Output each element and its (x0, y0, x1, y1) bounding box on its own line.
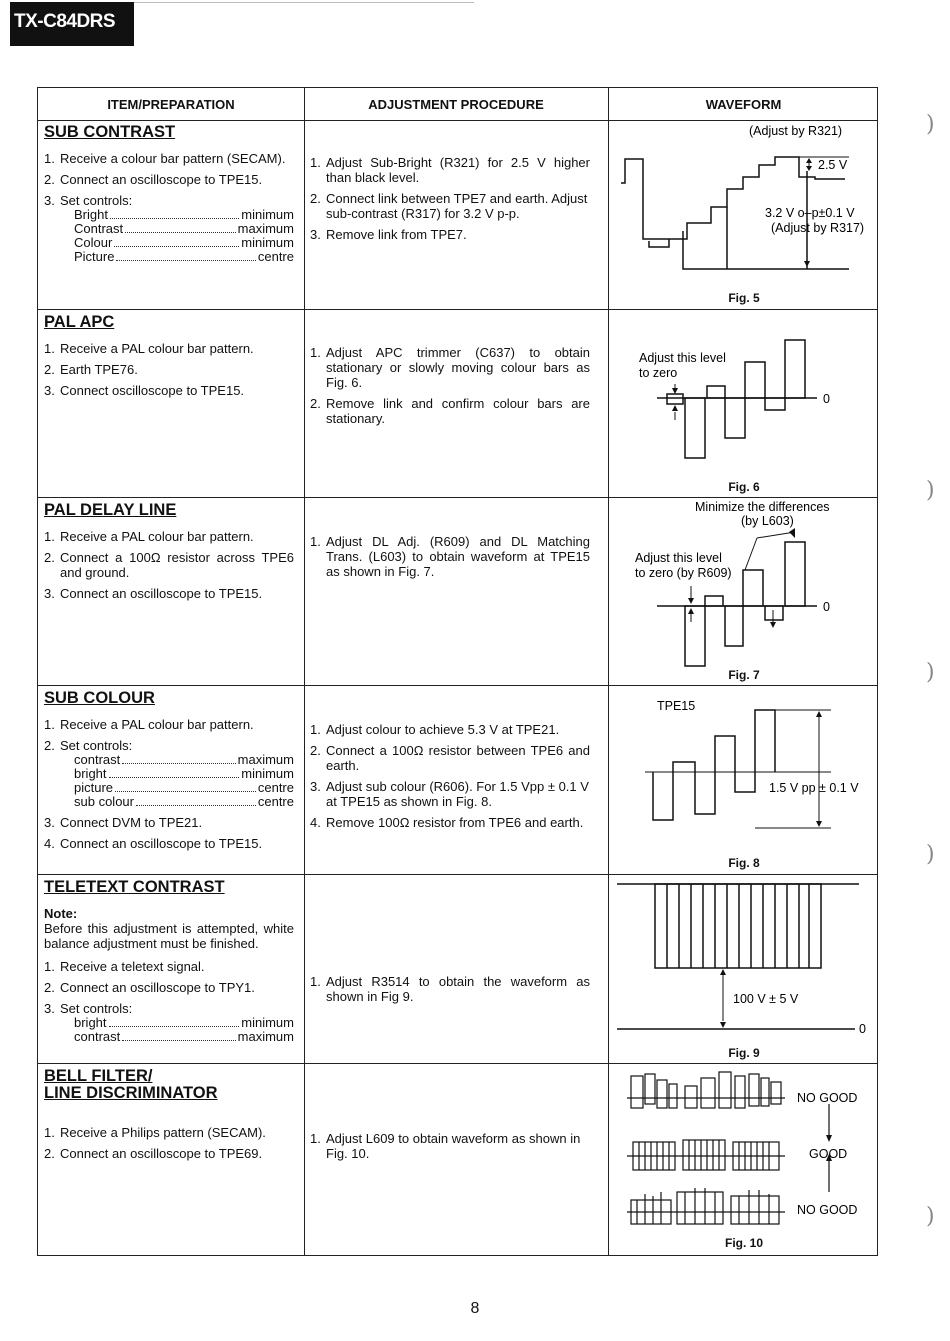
top-rule (134, 2, 474, 3)
control-setting: bright minimum (74, 766, 294, 782)
fig5-label-3v2: 3.2 V o–p±0.1 V (765, 206, 855, 220)
adjustment-table (37, 87, 878, 1256)
fig8-diagram (609, 686, 879, 875)
list-item: 2. Connect link between TPE7 and earth. Adjust sub-contrast (R317) for 3.2 V p-p. (310, 191, 588, 221)
list-item: 1. Adjust colour to achieve 5.3 V at TPE21. (310, 722, 560, 737)
fig7-label-l603: (by L603) (741, 514, 794, 528)
control-setting: Picture centre (74, 249, 294, 265)
waveform-fig5 (609, 121, 879, 309)
list-item: 3. Connect oscilloscope to TPE15. (44, 383, 245, 399)
section-title: PAL DELAY LINE (44, 501, 177, 519)
sub-colour-procedure (310, 722, 590, 836)
list-item: 3. Adjust sub colour (R606). For 1.5 Vpp ± 0.1 V at TPE15 as shown in Fig. 8. (310, 779, 589, 809)
note-label: Note: (44, 906, 78, 922)
list-item: 2. Connect a 100Ω resistor across TPE6 and ground. (44, 550, 294, 581)
list-item: 3. Connect an oscilloscope to TPE15. (44, 586, 263, 602)
list-item: 2. Connect an oscilloscope to TPY1. (44, 980, 255, 996)
margin-mark: ) (926, 842, 935, 867)
sub-contrast-procedure (310, 155, 590, 248)
teletext-contrast-procedure (310, 974, 590, 1010)
fig9-diagram (609, 875, 879, 1064)
pal-apc-prep (44, 314, 294, 404)
sub-colour-prep (44, 690, 294, 857)
list-item: 2. Connect an oscilloscope to TPE69. (44, 1145, 263, 1161)
fig10-wave-good (627, 1140, 785, 1170)
control-setting: Bright minimum (74, 207, 294, 223)
fig5-label-2v5: 2.5 V (818, 158, 848, 172)
fig7-zero-axis: 0 (823, 600, 830, 614)
list-item: 4. Connect an oscilloscope to TPE15. (44, 836, 263, 852)
waveform-fig10 (609, 1064, 879, 1256)
fig8-caption: Fig. 8 (728, 856, 760, 870)
list-item: 2. Connect a 100Ω resistor between TPE6 and earth. (310, 743, 590, 773)
margin-mark: ) (926, 112, 935, 137)
list-item: 3. Remove link from TPE7. (310, 227, 467, 242)
list-item: 2. Remove link and confirm colour bars are stationary. (310, 396, 590, 426)
list-item: 1. Receive a PAL colour bar pattern. (44, 529, 254, 545)
list-item: 3. Connect DVM to TPE21. (44, 815, 203, 831)
pal-apc-procedure (310, 345, 590, 432)
fig6-diagram (609, 310, 879, 498)
list-item: 1. Adjust APC trimmer (C637) to obtain stationary or slowly moving colour bars as Fig. 6. (310, 345, 590, 390)
list-item: 3. Set controls: (44, 1001, 133, 1017)
header-procedure: ADJUSTMENT PROCEDURE (368, 96, 544, 112)
fig5-diagram (609, 121, 879, 309)
list-item: 1. Adjust DL Adj. (R609) and DL Matching Trans. (L603) to obtain waveform at TPE15 as shown in Fig. 7. (310, 534, 590, 579)
control-setting: contrast maximum (74, 1029, 294, 1045)
fig7-caption: Fig. 7 (728, 668, 760, 682)
page-number: 8 (470, 1300, 480, 1317)
pal-delay-line-procedure (310, 534, 590, 585)
list-item: 1. Receive a PAL colour bar pattern. (44, 341, 254, 357)
waveform-fig8 (609, 686, 879, 875)
bell-filter-procedure (310, 1131, 590, 1167)
fig10-label-good: GOOD (809, 1147, 848, 1161)
fig5-label-adjust-r317: (Adjust by R317) (771, 221, 865, 235)
column-divider (304, 88, 305, 1255)
fig9-label-100v: 100 V ± 5 V (733, 992, 799, 1006)
fig6-label-adjust: Adjust this level (639, 351, 726, 365)
list-item: 1. Receive a teletext signal. (44, 959, 205, 975)
model-badge: TX-C84DRS (10, 2, 134, 46)
list-item: 1. Adjust L609 to obtain waveform as shown in Fig. 10. (310, 1131, 581, 1161)
list-item: 4. Remove 100Ω resistor from TPE6 and earth. (310, 815, 584, 830)
fig10-label-nogood-top: NO GOOD (797, 1091, 858, 1105)
control-setting: Contrast maximum (74, 221, 294, 237)
fig5-caption: Fig. 5 (728, 291, 760, 305)
fig9-caption: Fig. 9 (728, 1046, 760, 1060)
list-item: 3. Set controls: (44, 193, 133, 209)
fig9-zero-axis: 0 (859, 1022, 866, 1036)
pal-delay-line-prep (44, 502, 294, 607)
control-setting: contrast maximum (74, 752, 294, 768)
list-item: 1. Adjust R3514 to obtain the waveform as shown in Fig 9. (310, 974, 590, 1004)
section-title: SUB COLOUR (44, 689, 155, 707)
teletext-contrast-prep (44, 879, 294, 1044)
sub-contrast-prep (44, 124, 294, 264)
fig7-label-minimize: Minimize the differences (695, 500, 830, 514)
fig10-label-nogood-bottom: NO GOOD (797, 1203, 858, 1217)
list-item: 2. Earth TPE76. (44, 362, 138, 378)
list-item: 1. Receive a Philips pattern (SECAM). (44, 1124, 266, 1140)
section-title: TELETEXT CONTRAST (44, 878, 225, 896)
list-item: 1. Receive a colour bar pattern (SECAM). (44, 151, 286, 167)
fig7-diagram (609, 498, 879, 686)
bell-filter-prep (44, 1068, 294, 1167)
fig10-diagram (609, 1064, 879, 1256)
fig8-label-tpe15: TPE15 (657, 699, 696, 713)
margin-mark: ) (926, 1204, 935, 1229)
list-item: 2. Set controls: (44, 738, 133, 754)
margin-mark: ) (926, 478, 935, 503)
section-title: PAL APC (44, 313, 115, 331)
fig6-label-zero: to zero (639, 366, 678, 380)
control-setting: sub colour centre (74, 794, 294, 810)
control-setting: bright minimum (74, 1015, 294, 1031)
fig6-zero-axis: 0 (823, 392, 830, 406)
margin-mark: ) (926, 660, 935, 685)
section-title: SUB CONTRAST (44, 123, 176, 141)
note-text: Before this adjustment is attempted, white balance adjustment must be finished. (44, 921, 294, 952)
waveform-fig9 (609, 875, 879, 1064)
list-item: 1. Receive a PAL colour bar pattern. (44, 717, 254, 733)
fig10-wave-nogood-top (627, 1072, 785, 1108)
fig8-label-1v5: 1.5 V pp ± 0.1 V (769, 781, 859, 795)
fig10-caption: Fig. 10 (724, 1236, 763, 1250)
header-item: ITEM/PREPARATION (107, 96, 235, 112)
section-title: BELL FILTER/ LINE DISCRIMINATOR (44, 1067, 218, 1103)
waveform-fig6 (609, 310, 879, 498)
fig7-label-adjust: Adjust this level (635, 551, 722, 565)
fig6-caption: Fig. 6 (728, 480, 760, 494)
control-setting: picture centre (74, 780, 294, 796)
fig5-label-adjust-r321: (Adjust by R321) (749, 124, 843, 138)
waveform-fig7 (609, 498, 879, 686)
list-item: 2. Connect an oscilloscope to TPE15. (44, 172, 263, 188)
header-waveform: WAVEFORM (705, 96, 782, 112)
fig7-label-r609: to zero (by R609) (635, 566, 732, 580)
fig10-wave-nogood-bottom (627, 1188, 785, 1224)
list-item: 1. Adjust Sub-Bright (R321) for 2.5 V higher than black level. (310, 155, 590, 185)
control-setting: Colour minimum (74, 235, 294, 251)
